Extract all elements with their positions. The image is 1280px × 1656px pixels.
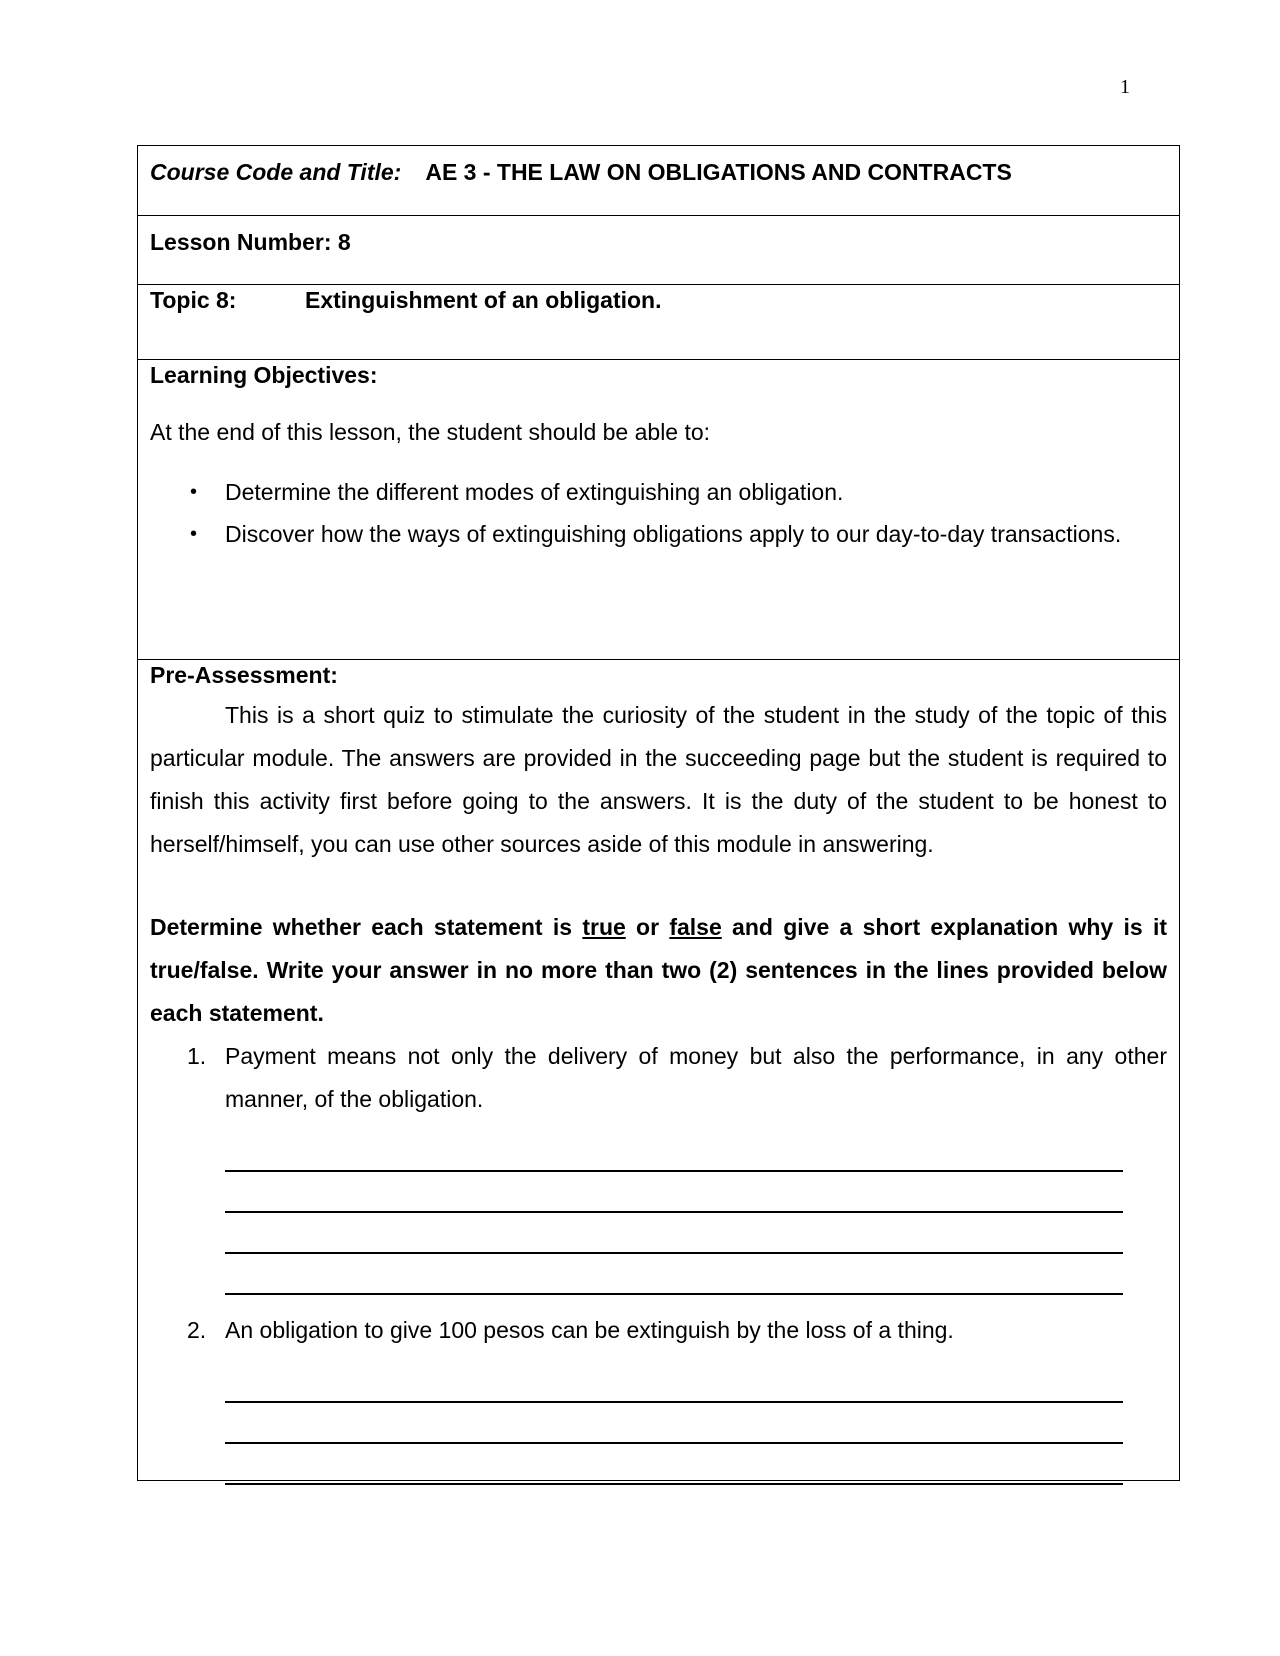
answer-line[interactable] [225,1131,1123,1172]
instruction-false: false [669,914,722,940]
pre-assessment-row [138,660,1179,1480]
objective-item: • Discover how the ways of extinguishing obligations apply to our day-to-day transactions. [225,513,1167,555]
answer-line[interactable] [225,1172,1123,1213]
answer-line[interactable] [225,1403,1123,1444]
instruction-part3: and give a short explanation why is it true/false. Write your answer in no more than two (2) sentences in the lines provided below each statement. [150,914,1167,1026]
question-number: 2. [187,1317,207,1343]
question-2 [150,1309,1167,1352]
pre-assessment-heading: Pre-Assessment: [150,662,338,688]
answer-lines-2 [150,1362,1167,1485]
answer-line[interactable] [225,1213,1123,1254]
lesson-number: Lesson Number: 8 [150,229,351,255]
lesson-table [137,145,1180,1481]
objective-item: • Determine the different modes of extinguishing an obligation. [225,471,1167,513]
instruction-text [150,906,1167,1035]
pre-assessment-paragraph: This is a short quiz to stimulate the curiosity of the student in the study of the topic of this particular module. The answers are provided in the succeeding page but the student is required to finish this activity first before going to the answers. It is the duty of the student to be honest to herself/himself, you can use other sources aside of this module in answering. [150,702,1167,857]
instruction-part1: Determine whether each statement is [150,914,583,940]
course-label: Course Code and Title: [150,159,402,185]
topic-label: Topic 8: [150,287,237,313]
objectives-list [150,471,1167,555]
lesson-row [138,216,1179,285]
question-number: 1. [187,1043,207,1069]
topic-title: Extinguishment of an obligation. [305,287,662,313]
question-text: An obligation to give 100 pesos can be extinguish by the loss of a thing. [225,1317,954,1343]
objectives-row [138,360,1179,660]
course-title: AE 3 - THE LAW ON OBLIGATIONS AND CONTRACTS [425,159,1012,185]
instruction-true: true [582,914,626,940]
answer-line[interactable] [225,1444,1123,1485]
objectives-intro: At the end of this lesson, the student should be able to: [150,419,711,445]
question-1 [150,1035,1167,1121]
question-list [150,1035,1167,1485]
objectives-heading: Learning Objectives: [150,362,378,388]
answer-line[interactable] [225,1362,1123,1403]
course-row [138,146,1179,216]
page-number: 1 [1120,76,1130,98]
answer-line[interactable] [225,1254,1123,1295]
answer-lines-1 [150,1131,1167,1295]
topic-row [138,285,1179,360]
question-text: Payment means not only the delivery of money but also the performance, in any other manner, of the obligation. [225,1043,1167,1112]
instruction-part2: or [625,914,670,940]
